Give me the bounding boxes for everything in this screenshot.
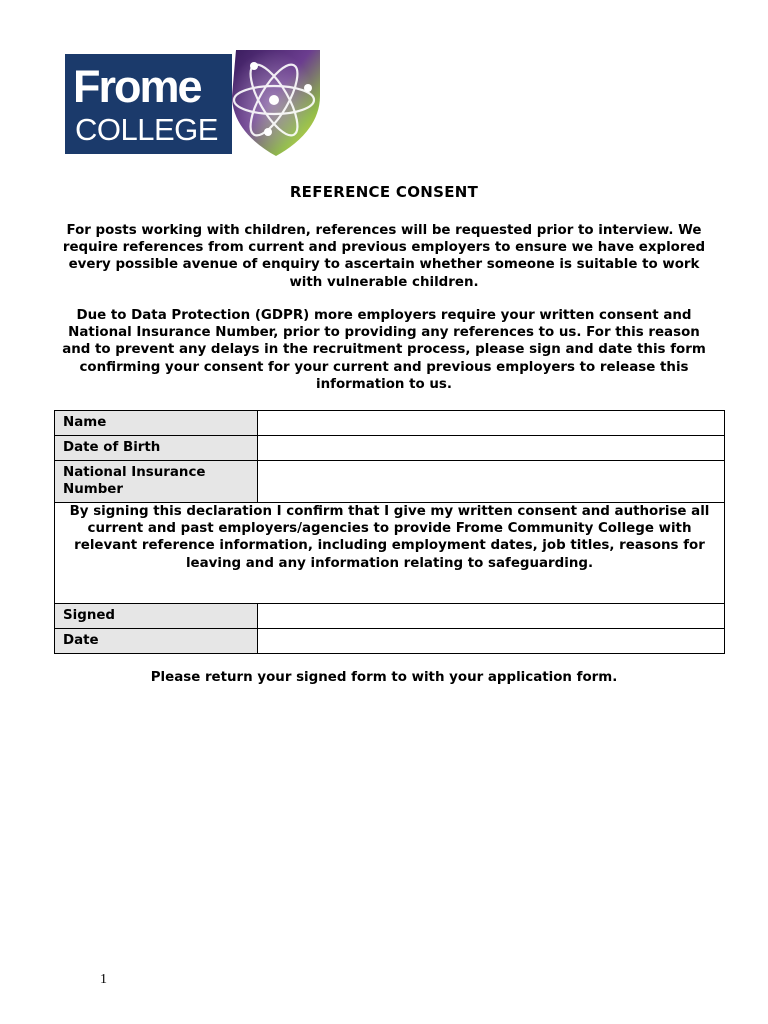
date-label: Date <box>55 629 258 654</box>
form-row-signed <box>55 604 725 629</box>
signed-label: Signed <box>55 604 258 629</box>
form-row-dob <box>55 436 725 461</box>
page-number: 1 <box>100 972 107 987</box>
consent-form-table <box>54 410 725 654</box>
intro-paragraph: For posts working with children, references will be requested prior to interview. We require references from current and previous employers to ensure we have explored every possible avenue of enquiry to ascertain whether someone is suitable to work with vulnerable children. <box>62 223 706 290</box>
signed-field[interactable] <box>258 604 725 629</box>
form-row-name <box>55 411 725 436</box>
gdpr-paragraph: Due to Data Protection (GDPR) more employers require your written consent and National Insurance Number, prior to providing any references to us. For this reason and to prevent any delays in the recruitment process, please sign and date this form confirming your consent for your current and previous employers to release this information to us. <box>62 308 706 392</box>
dob-field[interactable] <box>258 436 725 461</box>
return-instruction: Please return your signed form to with your application form. <box>150 670 618 685</box>
declaration-text: By signing this declaration I confirm that I give my written consent and authorise all current and past employers/agencies to provide Frome Community College with relevant reference information, including employment dates, job titles, reasons for leaving and any information relating to safeguarding. <box>55 503 725 604</box>
form-row-date <box>55 629 725 654</box>
form-row-ni <box>55 461 725 503</box>
form-row-declaration <box>55 503 725 604</box>
name-label: Name <box>55 411 258 436</box>
ni-label: National Insurance Number <box>55 461 258 503</box>
atom-shield-icon <box>228 44 324 158</box>
ni-field[interactable] <box>258 461 725 503</box>
frome-college-logo <box>63 44 325 158</box>
logo-wordmark-box <box>65 54 232 154</box>
name-field[interactable] <box>258 411 725 436</box>
document-title: REFERENCE CONSENT <box>289 183 479 201</box>
date-field[interactable] <box>258 629 725 654</box>
logo-word-frome: Frome <box>73 61 201 112</box>
logo-word-college: COLLEGE <box>75 112 218 147</box>
dob-label: Date of Birth <box>55 436 258 461</box>
